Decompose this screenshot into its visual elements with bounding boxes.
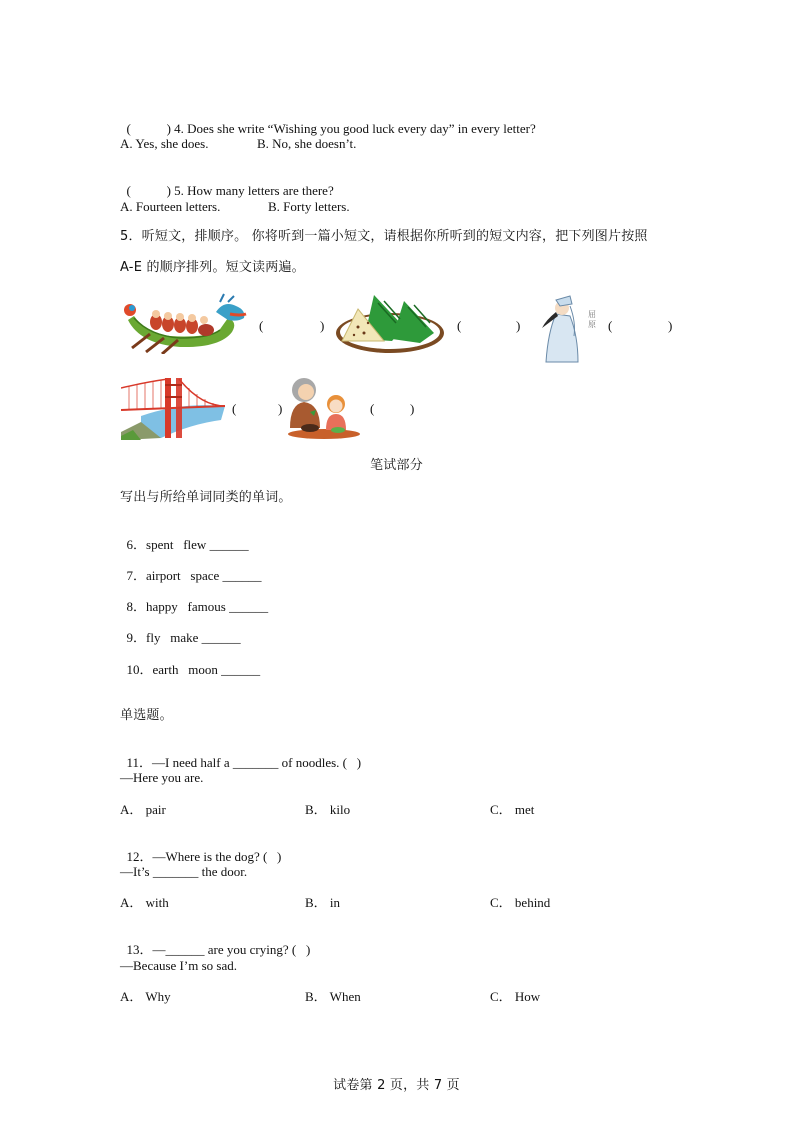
option-c[interactable]: C． met: [490, 802, 535, 817]
question-number: 11．: [126, 755, 153, 770]
answer-paren-close: ): [668, 318, 673, 333]
classify-item: [120, 614, 241, 646]
answer-blank[interactable]: ______: [229, 599, 269, 614]
answer-paren-open[interactable]: (: [457, 318, 462, 333]
answer-blank[interactable]: ______: [221, 662, 261, 677]
answer-blank[interactable]: ______: [222, 568, 262, 583]
question-number: 12．: [126, 849, 153, 864]
classify-item: [120, 521, 249, 553]
answer-paren-close: ): [278, 401, 283, 416]
item-words: spent flew: [146, 537, 207, 552]
option-a[interactable]: A． Why: [120, 989, 171, 1004]
question-line1: —I need half a _______ of noodles. ( ): [152, 755, 362, 770]
option-b[interactable]: B． When: [305, 989, 361, 1004]
item-number: 8．: [126, 599, 147, 614]
answer-paren-open[interactable]: (: [370, 401, 375, 416]
answer-paren[interactable]: ( ): [126, 121, 171, 136]
qu-yuan-picture: [538, 292, 588, 364]
question-number: 13．: [126, 942, 153, 957]
classify-item: [120, 583, 268, 615]
item-words: earth moon: [152, 662, 218, 677]
question-5: [120, 167, 334, 199]
classify-item: [120, 552, 262, 584]
question-13: [120, 926, 310, 958]
grandma-and-girl-picture: [284, 374, 360, 440]
section-title: 笔试部分: [370, 458, 423, 473]
question-11: [120, 739, 361, 771]
item-number: 9．: [126, 630, 147, 645]
qu-yuan-label: 屈原: [588, 310, 597, 329]
option-b[interactable]: B． kilo: [305, 802, 351, 817]
answer-paren-open[interactable]: (: [232, 401, 237, 416]
classify-item: [120, 646, 260, 678]
question-12: [120, 833, 281, 865]
q4-option-a: A. Yes, she does.: [120, 136, 209, 151]
answer-paren[interactable]: ( ): [126, 183, 171, 198]
question-13-reply: —Because I’m so sad.: [120, 958, 237, 973]
option-c[interactable]: C． How: [490, 989, 541, 1004]
answer-blank[interactable]: ______: [201, 630, 241, 645]
q5-option-a: A. Fourteen letters.: [120, 199, 221, 214]
answer-paren-close: ): [516, 318, 521, 333]
zongzi-picture: [334, 293, 446, 355]
item-words: happy famous: [146, 599, 226, 614]
option-c[interactable]: C． behind: [490, 895, 551, 910]
q4-option-b: B. No, she doesn’t.: [257, 136, 357, 151]
item-number: 6．: [126, 537, 147, 552]
page-footer: 试卷第 2 页，共 7 页: [333, 1078, 460, 1093]
item-words: airport space: [146, 568, 220, 583]
question-11-reply: —Here you are.: [120, 770, 204, 785]
section-5-instruction-line1: 5．听短文，排顺序。 你将听到一篇小短文，请根据你所听到的短文内容，把下列图片按照: [120, 229, 648, 244]
option-a[interactable]: A． with: [120, 895, 169, 910]
section-5-instruction-line2: A-E 的顺序排列。短文读两遍。: [120, 260, 305, 275]
question-text: 5. How many letters are there?: [170, 183, 334, 198]
question-4: [120, 105, 536, 137]
question-line1: —______ are you crying? ( ): [152, 942, 311, 957]
q5-option-b: B. Forty letters.: [268, 199, 350, 214]
bridge-picture: [121, 376, 229, 440]
option-b[interactable]: B． in: [305, 895, 341, 910]
answer-paren-close: ): [320, 318, 325, 333]
answer-paren-close: ): [410, 401, 415, 416]
classify-instruction: 写出与所给单词同类的单词。: [120, 490, 292, 505]
answer-blank[interactable]: ______: [209, 537, 249, 552]
option-a[interactable]: A． pair: [120, 802, 166, 817]
item-words: fly make: [146, 630, 199, 645]
item-number: 7．: [126, 568, 147, 583]
question-line1: —Where is the dog? ( ): [152, 849, 282, 864]
question-12-reply: —It’s _______ the door.: [120, 864, 248, 879]
dragon-boat-picture: [120, 292, 250, 354]
answer-paren-open[interactable]: (: [608, 318, 613, 333]
answer-paren-open[interactable]: (: [259, 318, 264, 333]
choice-instruction: 单选题。: [120, 708, 173, 723]
item-number: 10．: [126, 662, 153, 677]
question-text: 4. Does she write “Wishing you good luck every day” in every letter?: [170, 121, 536, 136]
